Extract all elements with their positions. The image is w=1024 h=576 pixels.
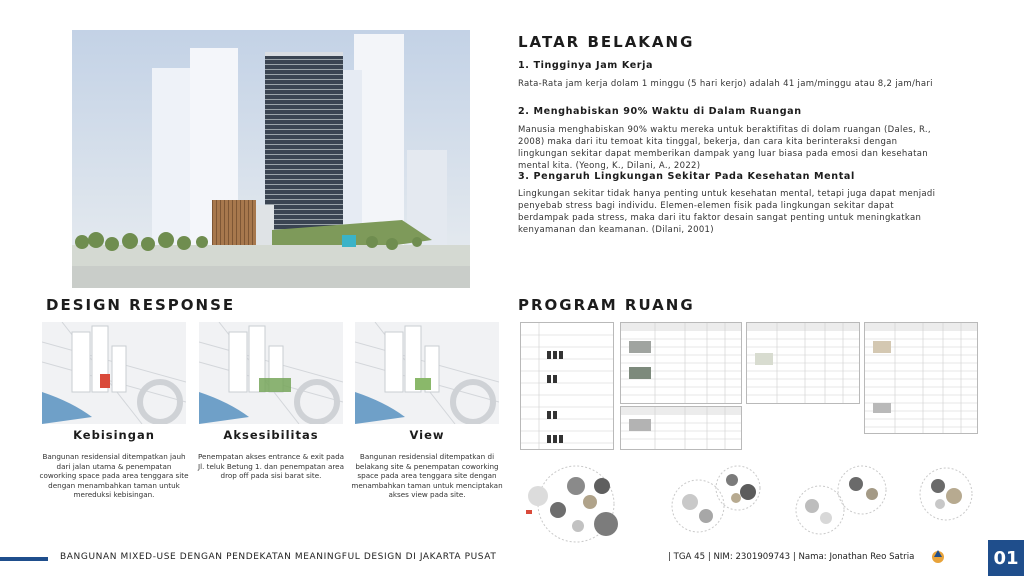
bubble-diagram-2 [658,462,770,542]
program-table-3-illustration [747,323,860,404]
building-rendering-illustration [72,30,470,288]
footer-accent-bar [0,557,48,561]
aksesibilitas-diagram [199,322,343,424]
bubble-diagram-4 [914,466,978,522]
item-2-heading: 2. Menghabiskan 90% Waktu di Dalam Ruangan [518,106,802,117]
view-diagram [355,322,499,424]
university-logo-icon [930,546,978,572]
footer-student-info: | TGA 45 | NIM: 2301909743 | Nama: Jonathan Reo Satria [668,552,915,562]
aksesibilitas-diagram-illustration [199,322,343,424]
program-table-2-illustration [621,407,742,450]
item-3-heading: 3. Pengaruh Lingkungan Sekitar Pada Kesehatan Mental [518,171,855,182]
program-table-1-illustration [621,323,742,404]
view-diagram-illustration [355,322,499,424]
program-ruang-title: PROGRAM RUANG [518,296,695,314]
view-text: Bangunan residensial ditempatkan di belakang site & penempatan coworking space pada area tenggara site dengan menambahkan taman untuk menciptakan akses view pada site. [351,452,503,500]
item-1-heading: 1. Tingginya Jam Kerja [518,60,654,71]
design-response-title: DESIGN RESPONSE [46,296,236,314]
latar-belakang-title: LATAR BELAKANG [518,33,695,51]
building-rendering [72,30,470,288]
kebisingan-title: Kebisingan [73,428,155,442]
kebisingan-diagram-illustration [42,322,186,424]
page-number: 01 [988,540,1024,576]
footer-project-title: BANGUNAN MIXED-USE DENGAN PENDEKATAN MEANINGFUL DESIGN DI JAKARTA PUSAT [60,552,497,562]
program-table-coworking-illustration [521,323,614,450]
item-3-text: Lingkungan sekitar tidak hanya penting untuk kesehatan mental, tetapi juga dapat menjadi penyebab stress bagi individu. Elemen-elemen fisik pada lingkungan sekitar dapat berdampak pada stress, maka dari itu faktor desain sangat penting untuk meningkatkan kenyamanan dan keamanan. (Dilani, 2001) [518,189,936,235]
kebisingan-diagram [42,322,186,424]
bubble-diagram-1 [518,462,638,546]
aksesibilitas-text: Penempatan akses entrance & exit pada Jl. teluk Betung 1. dan penempatan area drop off pada sisi barat site. [197,452,345,481]
item-2-text: Manusia menghabiskan 90% waktu mereka untuk beraktifitas di dolam ruangan (Dales, R., 2008) maka dari itu temoat kita tinggal, bekerja, dan cara kita berinteraksi dengan lingkungan sekitar dapat memberikan dampak yang luar biasa pada emosi dan kesehatan mental kita. (Yeong, K., Dilani, A., 2022) [518,125,931,171]
program-table-4-illustration [865,323,978,434]
program-table-1 [620,322,742,404]
item-1-text: Rata-Rata jam kerja dolam 1 minggu (5 hari kerjo) adalah 41 jam/minggu atau 8,2 jam/hari [518,79,933,89]
aksesibilitas-title: Aksesibilitas [223,428,319,442]
program-table-3 [746,322,860,404]
kebisingan-text: Bangunan residensial ditempatkan jauh dari jalan utama & penempatan coworking space pada area tenggara site dengan menambahkan taman untuk mereduksi kebisingan. [39,452,189,500]
view-title: View [409,428,445,442]
program-table-2 [620,406,742,450]
program-table-4 [864,322,978,434]
program-table-coworking [520,322,614,450]
bubble-diagram-3 [786,462,898,542]
